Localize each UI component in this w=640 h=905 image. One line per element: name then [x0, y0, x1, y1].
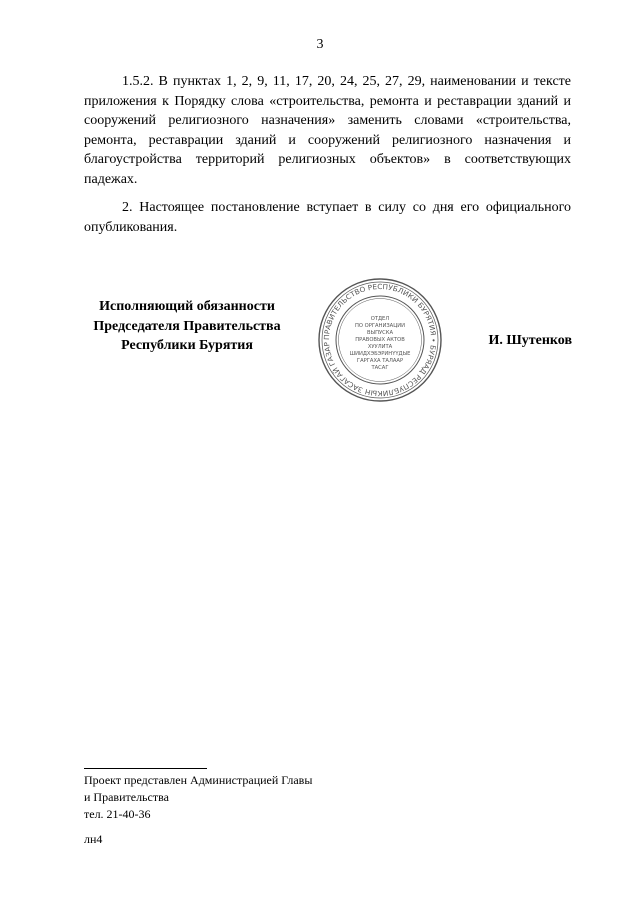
body-paragraph-1: 1.5.2. В пунктах 1, 2, 9, 11, 17, 20, 24, 25, 27, 29, наименовании и тексте приложения к Порядку слова «строительства, ремонта и реставрации зданий и сооружений религиозного назначения» заменить словами «строительства, ремонта, реставрации зданий и сооружений религиозного назначения и благоустройства территорий религиозных объектов» в соответствующих падежах.	[84, 74, 571, 187]
footer-note	[84, 772, 312, 848]
signatory-position-line-2: Председателя Правительства	[93, 318, 281, 334]
seal-outer-ring-text: ПРАВИТЕЛЬСТВО РЕСПУБЛИКИ БУРЯТИЯ • БУРЯАД РЕСПУБЛИКЫН ЗАСАГАЙ ГАЗАР	[322, 282, 438, 398]
official-seal-stamp	[316, 276, 444, 404]
footer-line-1: Проект представлен Администрацией Главы	[84, 773, 313, 787]
seal-line-7: ГАРГАХА ТАЛААР	[356, 358, 404, 364]
seal-line-5: ХУУЛИТА	[367, 344, 393, 350]
footer-line-2: и Правительства	[84, 790, 169, 804]
signatory-name: И. Шутенков	[488, 333, 572, 348]
signatory-position-line-3: Республики Бурятия	[121, 338, 253, 353]
seal-line-1: ОТДЕЛ	[370, 316, 390, 322]
footnote-divider	[84, 768, 207, 769]
footer-line-3: тел. 21-40-36	[84, 807, 151, 821]
seal-line-3: ВЫПУСКА	[366, 330, 394, 336]
signatory-position-line-1: Исполняющий обязанности	[99, 299, 275, 314]
seal-line-6: ШИИДХЭБЭРИНҮҮДЫЕ	[349, 351, 411, 357]
footer-code: лн4	[84, 832, 103, 846]
seal-line-8: ТАСАГ	[371, 365, 389, 371]
seal-line-2: ПО ОРГАНИЗАЦИИ	[354, 323, 406, 329]
body-paragraph-2: 2. Настоящее постановление вступает в силу со дня его официального опубликования.	[84, 200, 571, 235]
page-number: 3	[316, 37, 324, 52]
seal-line-4: ПРАВОВЫХ АКТОВ	[355, 337, 405, 343]
signatory-position	[84, 297, 290, 356]
